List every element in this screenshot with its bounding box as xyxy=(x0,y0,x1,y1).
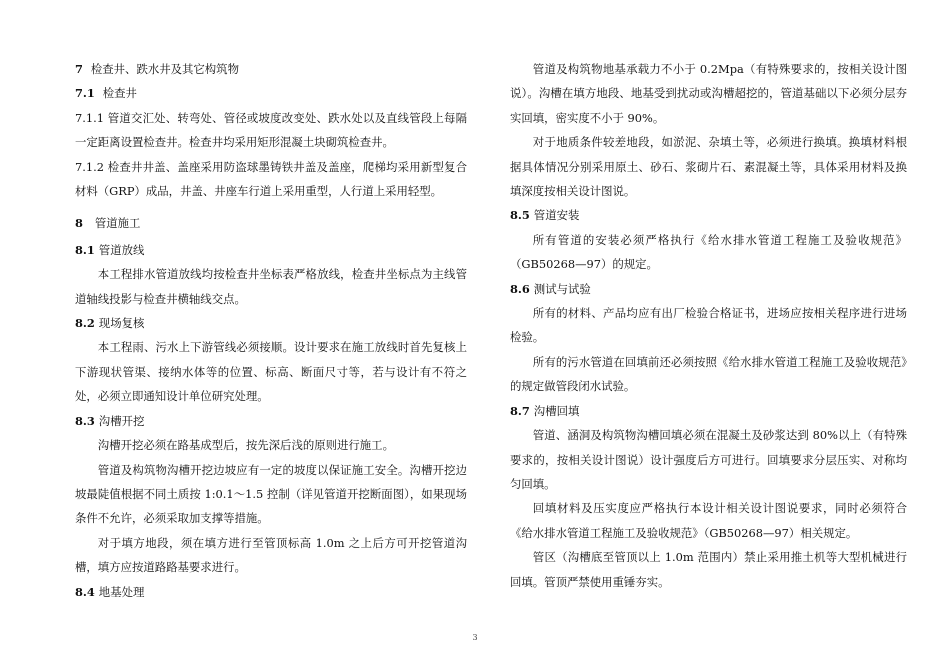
section-8-2-heading xyxy=(75,311,467,335)
section-8-6-heading xyxy=(510,277,907,301)
paragraph-8-3-c: 对于填方地段，须在填方进行至管顶标高 1.0m 之上后方可开挖管道沟槽，填方应按道路路基要求进行。 xyxy=(75,535,467,575)
paragraph-8-3-b: 管道及构筑物沟槽开挖边坡应有一定的坡度以保证施工安全。沟槽开挖边坡最陡值根据不同土质按 1:0.1～1.5 控制（详见管道开挖断面图），如果现场条件不允许，必须采取加支撑等措施。 xyxy=(75,462,467,526)
section-title: 管道安装 xyxy=(533,208,580,223)
paragraph-8-1: 本工程排水管道放线均按检查井坐标表严格放线，检查井坐标点为主线管道轴线投影与检查井横轴线交点。 xyxy=(75,267,467,306)
section-8-heading xyxy=(75,211,467,235)
paragraph-8-4-a: 管道及构筑物地基承载力不小于 0.2Mpa（有特殊要求的，按相关设计图说）。沟槽在填方地段、地基受到扰动或沟槽超挖的，管道基础以下必须分层夯实回填，密实度不小于 90%。 xyxy=(510,62,907,125)
section-8-7-heading xyxy=(510,399,907,423)
section-number: 8.1 xyxy=(75,242,95,257)
section-title: 管道放线 xyxy=(98,242,145,257)
page-number: 3 xyxy=(472,633,478,642)
section-number: 7.1 xyxy=(75,86,95,101)
section-8-1-heading xyxy=(75,238,467,262)
section-title: 地基处理 xyxy=(98,584,145,599)
section-8-4-heading xyxy=(75,580,467,604)
section-number: 8.7 xyxy=(510,403,530,418)
paragraph-8-7-b: 回填材料及压实度应严格执行本设计相关设计图说要求，同时必须符合《给水排水管道工程施工及验收规范》（GB50268—97）相关规定。 xyxy=(510,501,907,540)
paragraph-8-6-a: 所有的材料、产品均应有出厂检验合格证书，进场应按相关程序进行进场检验。 xyxy=(510,306,907,345)
paragraph-8-6-b: 所有的污水管道在回填前还必须按照《给水排水管道工程施工及验收规范》的规定做管段闭水试验。 xyxy=(510,354,907,394)
section-title: 沟槽回填 xyxy=(533,403,580,418)
section-number: 8 xyxy=(75,216,83,231)
section-8-5-heading xyxy=(510,203,907,227)
section-number: 8.2 xyxy=(75,316,95,331)
paragraph-8-7-c: 管区（沟槽底至管顶以上 1.0m 范围内）禁止采用推土机等大型机械进行回填。管顶严禁使用重锤夯实。 xyxy=(510,550,907,589)
section-number: 8.3 xyxy=(75,413,95,428)
paragraph-7-1-1: 7.1.1 管道交汇处、转弯处、管径或坡度改变处、跌水处以及直线管段上每隔一定距离设置检查井。检查井均采用矩形混凝土块砌筑检查井。 xyxy=(75,110,467,150)
right-column xyxy=(510,57,907,594)
section-title: 沟槽开挖 xyxy=(98,413,145,428)
section-title: 管道施工 xyxy=(94,216,141,231)
section-number: 7 xyxy=(75,62,83,76)
section-title: 现场复核 xyxy=(98,316,145,331)
section-8-3-heading xyxy=(75,409,467,433)
paragraph-7-1-2: 7.1.2 检查井井盖、盖座采用防盗球墨铸铁井盖及盖座，爬梯均采用新型复合材料（GRP）成品，井盖、井座车行道上采用重型，人行道上采用轻型。 xyxy=(75,159,467,199)
section-title: 检查井、跌水井及其它构筑物 xyxy=(90,62,239,76)
paragraph-8-5: 所有管道的安装必须严格执行《给水排水管道工程施工及验收规范》（GB50268—97）的规定。 xyxy=(510,232,907,272)
section-7-1-heading xyxy=(75,81,467,105)
left-column xyxy=(75,57,467,604)
paragraph-8-2: 本工程雨、污水上下游管线必须接顺。设计要求在施工放线时首先复核上下游现状管渠、接纳水体等的位置、标高、断面尺寸等，若与设计有不符之处，必须立即通知设计单位研究处理。 xyxy=(75,340,467,404)
paragraph-8-3-a: 沟槽开挖必须在路基成型后，按先深后浅的原则进行施工。 xyxy=(97,438,394,453)
section-number: 8.4 xyxy=(75,584,95,599)
paragraph-8-4-b: 对于地质条件较差地段，如淤泥、杂填土等，必须进行换填。换填材料根据具体情况分别采用原土、砂石、浆砌片石、素混凝土等，具体采用材料及换填深度按相关设计图说。 xyxy=(510,135,907,199)
paragraph-8-7-a: 管道、涵洞及构筑物沟槽回填必须在混凝土及砂浆达到 80%以上（有特殊要求的，按相关设计图说）设计强度后方可进行。回填要求分层压实、对称均匀回填。 xyxy=(510,428,907,491)
section-number: 8.5 xyxy=(510,208,530,223)
section-title: 检查井 xyxy=(102,86,137,101)
section-number: 8.6 xyxy=(510,281,530,296)
section-7-heading xyxy=(75,57,467,81)
section-title: 测试与试验 xyxy=(533,281,591,296)
